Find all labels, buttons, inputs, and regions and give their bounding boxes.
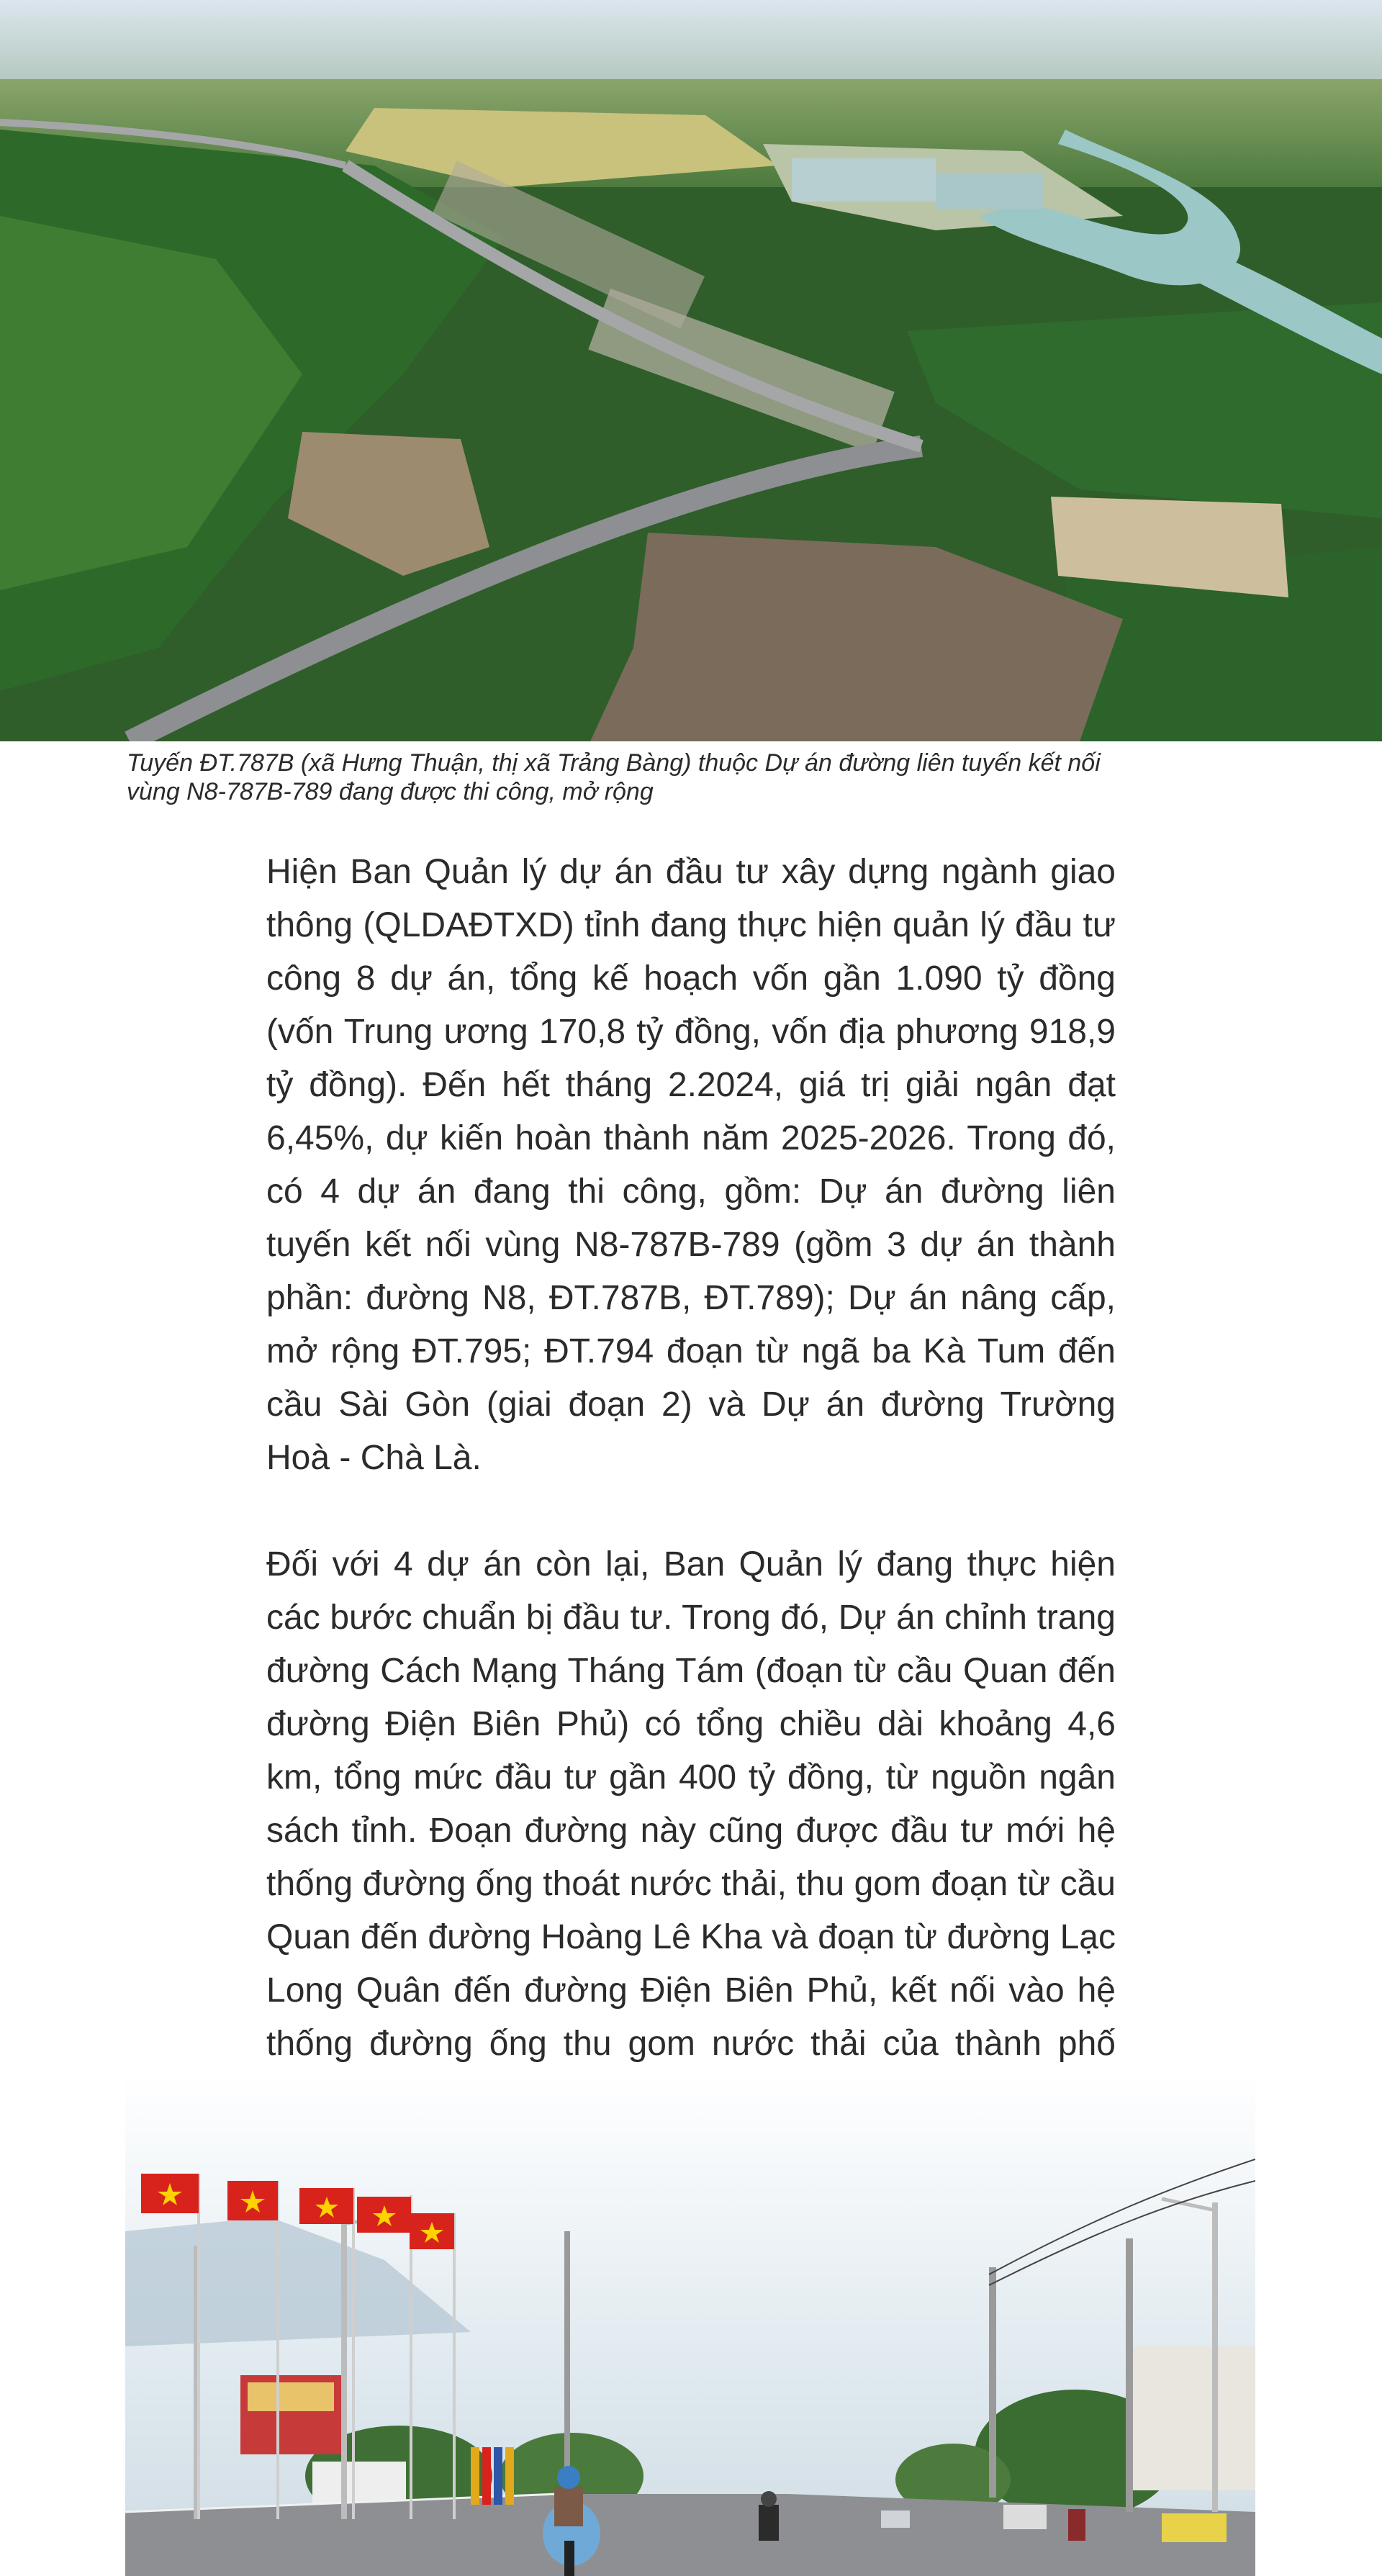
photo-caption bbox=[127, 749, 1264, 806]
caption-line-1: Tuyến ĐT.787B (xã Hưng Thuận, thị xã Trảng Bàng) thuộc Dự án đường liên tuyến kết nối bbox=[127, 749, 1101, 777]
street-illustration bbox=[125, 2073, 1255, 2576]
aerial-road-illustration bbox=[0, 0, 1382, 741]
caption-line-2: vùng N8-787B-789 đang được thi công, mở rộng bbox=[127, 778, 654, 805]
street-photo bbox=[125, 2073, 1255, 2576]
article-paragraph-1: Hiện Ban Quản lý dự án đầu tư xây dựng ngành giao thông (QLDAĐTXD) tỉnh đang thực hiện quản lý đầu tư công 8 dự án, tổng kế hoạch vốn gần 1.090 tỷ đồng (vốn Trung ương 170,8 tỷ đồng, vốn địa phương 918,9 tỷ đồng). Đến hết tháng 2.2024, giá trị giải ngân đạt 6,45%, dự kiến hoàn thành năm 2025-2026. Trong đó, có 4 dự án đang thi công, gồm: Dự án đường liên tuyến kết nối vùng N8-787B-789 (gồm 3 dự án thành phần: đường N8, ĐT.787B, ĐT.789); Dự án nâng cấp, mở rộng ĐT.795; ĐT.794 đoạn từ ngã ba Kà Tum đến cầu Sài Gòn (giai đoạn 2) và Dự án đường Trường Hoà - Chà Là. bbox=[266, 853, 1116, 1477]
article-body bbox=[266, 846, 1116, 2177]
article-paragraph-2: Đối với 4 dự án còn lại, Ban Quản lý đang thực hiện các bước chuẩn bị đầu tư. Trong đó, Dự án chỉnh trang đường Cách Mạng Tháng Tám (đoạn từ cầu Quan đến đường Điện Biên Phủ) có tổng chiều dài khoảng 4,6 km, tổng mức đầu tư gần 400 tỷ đồng, từ nguồn ngân sách tỉnh. Đoạn đường này cũng được đầu tư mới hệ thống đường ống thoát nước thải, thu gom đoạn từ cầu Quan đến đường Hoàng Lê Kha và đoạn từ đường Lạc Long Quân đến đường Điện Biên Phủ, kết nối vào hệ thống đường ống thu gom nước thải của thành phố bbox=[266, 1545, 1116, 2063]
aerial-road-photo bbox=[0, 0, 1382, 741]
